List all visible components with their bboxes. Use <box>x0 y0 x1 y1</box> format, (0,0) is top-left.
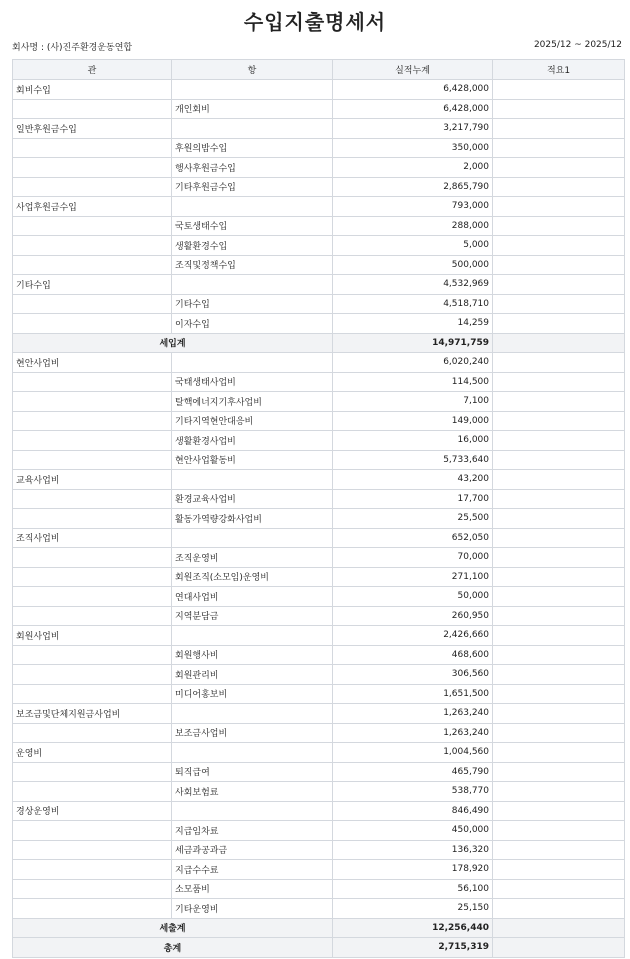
gwan-cell <box>13 450 172 470</box>
amount-cell: 271,100 <box>333 567 493 587</box>
hang-cell: 기타후원금수입 <box>172 177 333 197</box>
statement-body <box>13 80 625 958</box>
gwan-cell <box>13 840 172 860</box>
hang-cell: 조직및정책수입 <box>172 255 333 275</box>
amount-cell: 17,700 <box>333 489 493 509</box>
hang-cell: 국태생태사업비 <box>172 372 333 392</box>
table-row <box>13 665 625 685</box>
amount-cell: 136,320 <box>333 840 493 860</box>
amount-cell: 350,000 <box>333 138 493 158</box>
hang-cell: 개인회비 <box>172 99 333 119</box>
gwan-cell <box>13 899 172 919</box>
memo-cell <box>493 509 625 529</box>
amount-cell: 70,000 <box>333 548 493 568</box>
amount-cell: 4,518,710 <box>333 294 493 314</box>
column-header-memo: 적요1 <box>493 60 625 80</box>
gwan-cell <box>13 723 172 743</box>
memo-cell <box>493 119 625 139</box>
gwan-cell <box>13 509 172 529</box>
header-row <box>13 60 625 80</box>
memo-cell <box>493 704 625 724</box>
hang-cell <box>172 743 333 763</box>
table-row <box>13 626 625 646</box>
hang-cell: 조직운영비 <box>172 548 333 568</box>
memo-cell <box>493 99 625 119</box>
gwan-cell: 일반후원금수입 <box>13 119 172 139</box>
amount-cell: 1,004,560 <box>333 743 493 763</box>
gwan-cell <box>13 99 172 119</box>
table-row <box>13 158 625 178</box>
table-row <box>13 275 625 295</box>
hang-cell: 회원관리비 <box>172 665 333 685</box>
gwan-cell <box>13 782 172 802</box>
memo-cell <box>493 177 625 197</box>
subtotal-label: 세입계 <box>13 333 333 353</box>
memo-cell <box>493 333 625 353</box>
memo-cell <box>493 138 625 158</box>
memo-cell <box>493 743 625 763</box>
table-row <box>13 411 625 431</box>
hang-cell: 생활환경수입 <box>172 236 333 256</box>
table-row <box>13 899 625 919</box>
amount-cell: 3,217,790 <box>333 119 493 139</box>
amount-cell: 465,790 <box>333 762 493 782</box>
gwan-cell <box>13 392 172 412</box>
table-row <box>13 372 625 392</box>
memo-cell <box>493 938 625 958</box>
hang-cell: 퇴직급여 <box>172 762 333 782</box>
table-row <box>13 528 625 548</box>
report-title: 수입지출명세서 <box>243 10 387 34</box>
hang-cell: 환경교육사업비 <box>172 489 333 509</box>
memo-cell <box>493 860 625 880</box>
memo-cell <box>493 782 625 802</box>
amount-cell: 114,500 <box>333 372 493 392</box>
memo-cell <box>493 80 625 100</box>
gwan-cell <box>13 567 172 587</box>
gwan-cell: 보조금및단체지원금사업비 <box>13 704 172 724</box>
memo-cell <box>493 626 625 646</box>
amount-cell: 14,259 <box>333 314 493 334</box>
table-row <box>13 80 625 100</box>
memo-cell <box>493 294 625 314</box>
memo-cell <box>493 372 625 392</box>
amount-cell: 6,428,000 <box>333 99 493 119</box>
amount-cell: 846,490 <box>333 801 493 821</box>
memo-cell <box>493 431 625 451</box>
table-row <box>13 762 625 782</box>
amount-cell: 2,000 <box>333 158 493 178</box>
gwan-cell <box>13 236 172 256</box>
hang-cell <box>172 197 333 217</box>
table-row <box>13 509 625 529</box>
amount-cell: 178,920 <box>333 860 493 880</box>
subtotal-label: 총계 <box>13 938 333 958</box>
table-row <box>13 99 625 119</box>
gwan-cell <box>13 665 172 685</box>
table-row <box>13 567 625 587</box>
memo-cell <box>493 587 625 607</box>
memo-cell <box>493 411 625 431</box>
table-row <box>13 821 625 841</box>
hang-cell: 활동가역량강화사업비 <box>172 509 333 529</box>
amount-cell: 450,000 <box>333 821 493 841</box>
table-row <box>13 294 625 314</box>
memo-cell <box>493 353 625 373</box>
table-row <box>13 450 625 470</box>
hang-cell: 소모품비 <box>172 879 333 899</box>
amount-cell: 16,000 <box>333 431 493 451</box>
memo-cell <box>493 606 625 626</box>
hang-cell <box>172 80 333 100</box>
memo-cell <box>493 392 625 412</box>
gwan-cell: 경상운영비 <box>13 801 172 821</box>
memo-cell <box>493 567 625 587</box>
hang-cell: 세금과공과금 <box>172 840 333 860</box>
gwan-cell <box>13 431 172 451</box>
table-row <box>13 704 625 724</box>
hang-cell: 회원행사비 <box>172 645 333 665</box>
table-row <box>13 138 625 158</box>
gwan-cell <box>13 821 172 841</box>
memo-cell <box>493 255 625 275</box>
subtotal-row <box>13 938 625 958</box>
gwan-cell <box>13 684 172 704</box>
table-row <box>13 587 625 607</box>
hang-cell: 사회보험료 <box>172 782 333 802</box>
hang-cell: 지역분담금 <box>172 606 333 626</box>
memo-cell <box>493 548 625 568</box>
amount-cell: 5,733,640 <box>333 450 493 470</box>
memo-cell <box>493 450 625 470</box>
table-row <box>13 392 625 412</box>
table-row <box>13 723 625 743</box>
table-row <box>13 314 625 334</box>
gwan-cell <box>13 314 172 334</box>
table-row <box>13 177 625 197</box>
subtotal-label: 세출계 <box>13 918 333 938</box>
table-row <box>13 255 625 275</box>
memo-cell <box>493 723 625 743</box>
column-header-gwan: 관 <box>13 60 172 80</box>
hang-cell <box>172 626 333 646</box>
memo-cell <box>493 197 625 217</box>
memo-cell <box>493 236 625 256</box>
amount-cell: 260,950 <box>333 606 493 626</box>
memo-cell <box>493 821 625 841</box>
gwan-cell <box>13 294 172 314</box>
gwan-cell <box>13 587 172 607</box>
memo-cell <box>493 665 625 685</box>
amount-cell: 7,100 <box>333 392 493 412</box>
gwan-cell: 현안사업비 <box>13 353 172 373</box>
memo-cell <box>493 899 625 919</box>
gwan-cell <box>13 158 172 178</box>
table-row <box>13 606 625 626</box>
amount-cell: 2,865,790 <box>333 177 493 197</box>
memo-cell <box>493 489 625 509</box>
gwan-cell <box>13 645 172 665</box>
amount-cell: 538,770 <box>333 782 493 802</box>
memo-cell <box>493 314 625 334</box>
report-period: 2025/12 ~ 2025/12 <box>533 40 622 50</box>
table-row <box>13 860 625 880</box>
hang-cell <box>172 275 333 295</box>
hang-cell: 기타수입 <box>172 294 333 314</box>
hang-cell: 국토생태수입 <box>172 216 333 236</box>
memo-cell <box>493 158 625 178</box>
amount-cell: 6,428,000 <box>333 80 493 100</box>
gwan-cell <box>13 860 172 880</box>
hang-cell: 미디어홍보비 <box>172 684 333 704</box>
table-row <box>13 645 625 665</box>
memo-cell <box>493 879 625 899</box>
hang-cell <box>172 470 333 490</box>
table-row <box>13 216 625 236</box>
memo-cell <box>493 684 625 704</box>
gwan-cell <box>13 177 172 197</box>
amount-cell: 1,263,240 <box>333 704 493 724</box>
hang-cell: 탈핵에너지기후사업비 <box>172 392 333 412</box>
memo-cell <box>493 801 625 821</box>
hang-cell: 지급수수료 <box>172 860 333 880</box>
subtotal-row <box>13 333 625 353</box>
hang-cell: 연대사업비 <box>172 587 333 607</box>
memo-cell <box>493 216 625 236</box>
amount-cell: 1,263,240 <box>333 723 493 743</box>
hang-cell <box>172 353 333 373</box>
table-row <box>13 353 625 373</box>
gwan-cell: 회원사업비 <box>13 626 172 646</box>
memo-cell <box>493 275 625 295</box>
amount-cell: 4,532,969 <box>333 275 493 295</box>
amount-cell: 25,150 <box>333 899 493 919</box>
amount-cell: 50,000 <box>333 587 493 607</box>
amount-cell: 6,020,240 <box>333 353 493 373</box>
gwan-cell <box>13 606 172 626</box>
amount-cell: 2,426,660 <box>333 626 493 646</box>
hang-cell: 보조금사업비 <box>172 723 333 743</box>
gwan-cell <box>13 762 172 782</box>
hang-cell: 회원조직(소모임)운영비 <box>172 567 333 587</box>
gwan-cell <box>13 411 172 431</box>
hang-cell <box>172 119 333 139</box>
gwan-cell: 조직사업비 <box>13 528 172 548</box>
hang-cell: 현안사업활동비 <box>172 450 333 470</box>
subtotal-amount: 12,256,440 <box>333 918 493 938</box>
subtotal-row <box>13 918 625 938</box>
amount-cell: 25,500 <box>333 509 493 529</box>
hang-cell: 기타운영비 <box>172 899 333 919</box>
memo-cell <box>493 840 625 860</box>
hang-cell <box>172 801 333 821</box>
amount-cell: 468,600 <box>333 645 493 665</box>
column-header-hang: 항 <box>172 60 333 80</box>
table-row <box>13 548 625 568</box>
table-row <box>13 431 625 451</box>
gwan-cell <box>13 138 172 158</box>
gwan-cell <box>13 255 172 275</box>
hang-cell <box>172 704 333 724</box>
subtotal-amount: 2,715,319 <box>333 938 493 958</box>
table-row <box>13 236 625 256</box>
column-header-amount: 실적누계 <box>333 60 493 80</box>
table-row <box>13 840 625 860</box>
memo-cell <box>493 470 625 490</box>
hang-cell: 기타지역현안대응비 <box>172 411 333 431</box>
amount-cell: 56,100 <box>333 879 493 899</box>
gwan-cell <box>13 216 172 236</box>
table-row <box>13 470 625 490</box>
gwan-cell: 운영비 <box>13 743 172 763</box>
table-row <box>13 684 625 704</box>
table-row <box>13 743 625 763</box>
memo-cell <box>493 918 625 938</box>
hang-cell: 이자수입 <box>172 314 333 334</box>
table-row <box>13 801 625 821</box>
amount-cell: 43,200 <box>333 470 493 490</box>
hang-cell: 지급임차료 <box>172 821 333 841</box>
hang-cell: 생활환경사업비 <box>172 431 333 451</box>
memo-cell <box>493 762 625 782</box>
company-name: 회사명 : (사)진주환경운동연합 <box>12 43 133 53</box>
hang-cell <box>172 528 333 548</box>
amount-cell: 1,651,500 <box>333 684 493 704</box>
gwan-cell: 교육사업비 <box>13 470 172 490</box>
hang-cell: 행사후원금수입 <box>172 158 333 178</box>
amount-cell: 652,050 <box>333 528 493 548</box>
gwan-cell <box>13 372 172 392</box>
gwan-cell: 기타수입 <box>13 275 172 295</box>
gwan-cell <box>13 548 172 568</box>
memo-cell <box>493 645 625 665</box>
table-row <box>13 489 625 509</box>
gwan-cell: 회비수입 <box>13 80 172 100</box>
gwan-cell <box>13 489 172 509</box>
gwan-cell <box>13 879 172 899</box>
table-row <box>13 782 625 802</box>
amount-cell: 306,560 <box>333 665 493 685</box>
table-row <box>13 119 625 139</box>
amount-cell: 793,000 <box>333 197 493 217</box>
amount-cell: 500,000 <box>333 255 493 275</box>
gwan-cell: 사업후원금수입 <box>13 197 172 217</box>
amount-cell: 288,000 <box>333 216 493 236</box>
table-row <box>13 879 625 899</box>
amount-cell: 5,000 <box>333 236 493 256</box>
memo-cell <box>493 528 625 548</box>
hang-cell: 후원의밤수입 <box>172 138 333 158</box>
table-row <box>13 197 625 217</box>
amount-cell: 149,000 <box>333 411 493 431</box>
statement-table <box>12 59 625 958</box>
subtotal-amount: 14,971,759 <box>333 333 493 353</box>
